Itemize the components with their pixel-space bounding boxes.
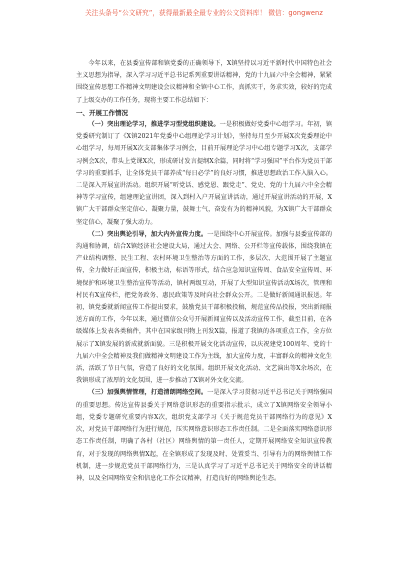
item-heading-3: （三）加强舆情管理，打造清朗网络空间。 (88, 389, 208, 397)
item-paragraph-1 (76, 119, 332, 229)
item-paragraph-2 (76, 229, 332, 388)
document-body (76, 58, 332, 485)
item-body-1: 一是积极做好党委中心组学习。年初，镇党委研究制订了《X镇2021年党委中心组理论学习计划》，坚持每月至少开展X次党委理论中心组学习，每周开展X次支部集体学习例会，目前开展理论学习中心组专题学习X次，支部学习例会X次，带头上党课X次，形成研讨发言提纲X余篇，同时将“学习强国”平台作为党员干部学习的重要抓手，让全体党员干部养成“每日必学”的良好习惯，推进思想政治工作入脑入心。二是深入开展宣讲活动。组织开展“听党话、感党恩、跟党走”、党史、党的十九届六中全会精神等学习宣传，组建理论宣讲团，深入到村入户开展宣讲活动，通过开展宣讲活动的开展，X镇广大干部群众坚定信心、凝聚力量，鼓舞士气，奋发有为的精神风貌，为X镇广大干部群众坚定信心，凝聚了强大动力。 (76, 121, 333, 226)
item-paragraph-3 (76, 387, 332, 485)
header-banner (0, 0, 408, 22)
item-body-3: 一是深入学习贯彻习近平总书记关于网络强国的重要思想。传达宣传县委关于网络意识形态的重要指示批示，成立了X镇网络安全领导小组，党委专题研究重要内容X次，组织党支部学习《关于规范党员干部网络行为的意见》X次，对党员干部网络行为进行规范，压实网络意识形态工作责任制。二是全面落实网络意识形态工作责任制，明确了各村（社区）网络舆情的第一责任人，定期开展网络安全知识宣传教育，对于发现的网络舆情X起，在全镇形成了发现及时、处置妥当、引导有力的网络舆情工作机制，进一步规范党员干部网络行为，三是认真学习了习近平总书记关于网络安全的讲话精神，以及全国网络安全和信息化工作会议精神，打造良好的网络舆论生态。 (76, 389, 333, 482)
item-heading-1: （一）突出理论学习，推进学习型党组织建设。 (88, 121, 220, 129)
item-heading-2: （二）突出舆论引导，加大内外宣传力度。 (88, 230, 208, 238)
item-body-2: 一是围绕中心开展宣传。加强与县委宣传部的沟通和协调，结合X镇经济社会建设大局，通过大会、网络、公开栏等宣传载体，围绕我镇在产业结构调整、民生工程、农村环境卫生整治等方面的工作，多层次、大范围开展了主题宣传，全力做好正面宣传，积极主动，标语等形式，结合应急知识宣传周、食品安全宣传周、环境保护和环境卫生整治宣传等活动，镇村两级互动，开展了大型知识宣传活动X场次，管理和村民有X宣传栏，把党务政务、惠民政策等及时向社会群众公开。二是做好新闻通讯报送。年初，镇党委就新闻宣传工作提出要求，鼓励党员干部积极投稿，规范宣传品投报，突出新闻报送方面的工作，今年以来，通过微信公众号开展新闻宣传以及活动宣传工作，截至目前，在各级媒体上发表各类稿件，其中在国家级刊物上刊发X篇，报道了我镇的各项重点工作，全方位展示了X镇发展的新成就新面貌。三是积极开展文化活动宣传，以庆祝建党100周年、党的十九届六中全会精神及我们做精神文明建设工作为主线，加大宣传力度，丰富群众的精神文化生活，活跃了节日气氛，营造了良好的文化氛围。组织开展文化活动、文艺演出等X余场次，在我镇形成了浓厚的文化氛围，进一步推动了X镇对外文化交流。 (76, 230, 333, 385)
section-heading: 一、开展工作情况 (76, 108, 128, 117)
banner-text: 关注头条号“公文研究”，获得最新最全最专业的公文资料库！ 微信：gongwenz (85, 9, 323, 17)
intro-paragraph: 今年以来，在县委宣传部和镇党委的正确领导下，X镇坚持以习近平新时代中国特色社会主义思想为指导，深入学习习近平总书记系列重要讲话精神，党的十九届六中全会精神，紧紧围绕宣传思想工作精神文明建设会议精神和全镇中心工作，真抓实干，务求实效，较好的完成了上级交办的工作任务，现将主要工作总结如下： (76, 60, 332, 104)
